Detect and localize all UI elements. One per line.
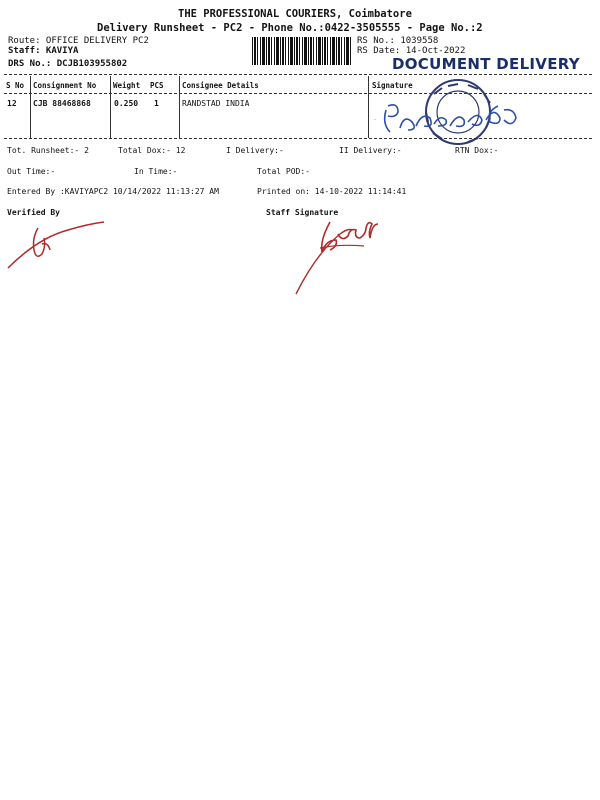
company-title: THE PROFESSIONAL COURIERS, Coimbatore [178, 8, 412, 20]
header-weight: Weight [113, 81, 141, 90]
in-time: In Time:- [134, 167, 178, 176]
table-top-rule [4, 74, 592, 75]
staff-signature-label: Staff Signature [266, 208, 339, 217]
document-delivery-stamp: DOCUMENT DELIVERY [392, 55, 580, 73]
header-consignment: Consignment No [33, 81, 97, 90]
table-bottom-rule [4, 138, 592, 139]
row-weight: 0.250 [114, 99, 139, 108]
col-sep [179, 76, 180, 138]
header-signature: Signature [372, 81, 413, 90]
row-pcs: 1 [154, 99, 159, 108]
receiver-seal-signature [372, 76, 542, 156]
out-time: Out Time:- [7, 167, 56, 176]
col-sep [368, 76, 369, 138]
col-sep [30, 76, 31, 138]
col-sep [110, 76, 111, 138]
route-label: Route: OFFICE DELIVERY PC2 [8, 36, 149, 46]
row-consignee: RANDSTAD INDIA [182, 99, 250, 108]
total-pod: Total POD:- [257, 167, 310, 176]
rtn-dox: RTN Dox:- [455, 146, 499, 155]
header-sno: S No [6, 81, 25, 90]
staff-label: Staff: KAVIYA [8, 46, 79, 56]
entered-by: Entered By :KAVIYAPC2 10/14/2022 11:13:27 AM [7, 187, 219, 196]
svg-text:.: . [374, 115, 376, 122]
rs-number: RS No.: 1039558 [357, 36, 439, 46]
total-dox: Total Dox:- 12 [118, 146, 186, 155]
tot-runsheet: Tot. Runsheet:- 2 [7, 146, 89, 155]
row-consignment: CJB 88468868 [33, 99, 91, 108]
first-delivery: I Delivery:- [226, 146, 284, 155]
header-consignee: Consignee Details [182, 81, 259, 90]
row-sno: 12 [7, 99, 17, 108]
staff-signature [290, 198, 380, 298]
drs-number: DRS No.: DCJB103955802 [8, 59, 128, 69]
printed-on: Printed on: 14-10-2022 11:14:41 [257, 187, 407, 196]
barcode-image [252, 37, 352, 65]
header-pcs: PCS [150, 81, 164, 90]
rs-date: RS Date: 14-Oct-2022 [357, 46, 466, 56]
second-delivery: II Delivery:- [339, 146, 402, 155]
verified-by-label: Verified By [7, 208, 60, 217]
verifier-signature [4, 214, 114, 274]
runsheet-subtitle: Delivery Runsheet - PC2 - Phone No.:0422-3505555 - Page No.:2 [97, 22, 483, 34]
